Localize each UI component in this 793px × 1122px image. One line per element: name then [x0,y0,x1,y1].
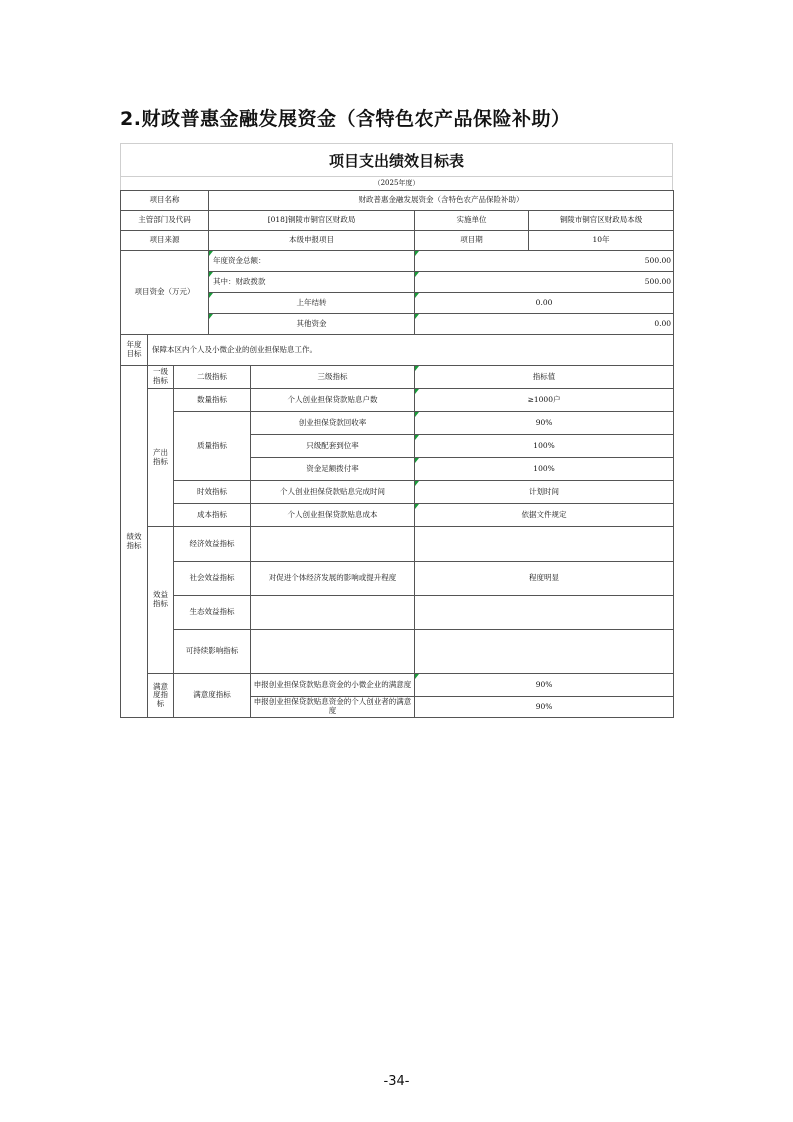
satisfaction-value-1: 90% [415,674,674,697]
funds-carryover-value: 0.00 [415,293,674,314]
benefit-indicators-label: 效益指标 [148,527,174,674]
table-title: 项目支出绩效目标表 [120,143,673,177]
eco-indicator [251,596,415,630]
unit-label: 实施单位 [415,211,529,231]
social-label: 社会效益指标 [174,562,251,596]
cost-indicator: 个人创业担保贷款贴息成本 [251,504,415,527]
table-row [121,481,674,504]
economic-indicator [251,527,415,562]
table-row [121,211,674,231]
section-title: 2.财政普惠金融发展资金（含特色农产品保险补助） [120,108,571,130]
quantity-indicator: 个人创业担保贷款贴息户数 [251,389,415,412]
table-row [121,527,674,562]
table-row [121,630,674,674]
table-row [121,191,674,211]
funds-total-label: 年度资金总额： [209,251,415,272]
quality-indicator-2: 只级配套到位率 [251,435,415,458]
sustain-value [415,630,674,674]
time-label: 时效指标 [174,481,251,504]
quantity-label: 数量指标 [174,389,251,412]
annual-goal-label: 年度目标 [121,335,148,366]
table-row [121,504,674,527]
funds-fiscal-value: 500.00 [415,272,674,293]
eco-label: 生态效益指标 [174,596,251,630]
social-indicator: 对促进个体经济发展的影响或提升程度 [251,562,415,596]
table-row [121,251,674,272]
social-value: 程度明显 [415,562,674,596]
satisfaction-indicator-2: 申报创业担保贷款贴息资金的个人创业者的满意度 [251,697,415,718]
cost-value: 依据文件规定 [415,504,674,527]
satisfaction-indicator-1: 申报创业担保贷款贴息资金的小微企业的满意度 [251,674,415,697]
cost-label: 成本指标 [174,504,251,527]
table-row [121,674,674,697]
quality-value-3: 100% [415,458,674,481]
performance-table-frame [120,143,673,714]
table-row [121,562,674,596]
header-level3: 三级指标 [251,366,415,389]
satisfaction-sub-label: 满意度指标 [174,674,251,718]
period-value: 10年 [529,231,674,251]
time-value: 计划时间 [415,481,674,504]
perf-indicators-label: 绩效指标 [121,366,148,718]
header-value: 指标值 [415,366,674,389]
satisfaction-indicators-label: 满意度指标 [148,674,174,718]
economic-label: 经济效益指标 [174,527,251,562]
quantity-value: ≥1000户 [415,389,674,412]
table-row [121,231,674,251]
time-indicator: 个人创业担保贷款贴息完成时间 [251,481,415,504]
annual-goal-value: 保障本区内个人及小微企业的创业担保贴息工作。 [148,335,674,366]
sustain-label: 可持续影响指标 [174,630,251,674]
table-row [121,335,674,366]
funds-fiscal-label: 其中：财政拨款 [209,272,415,293]
funds-other-label: 其他资金 [209,314,415,335]
project-name-label: 项目名称 [121,191,209,211]
header-level1: 一级指标 [148,366,174,389]
table-row [121,412,674,435]
table-row [121,596,674,630]
funds-other-value: 0.00 [415,314,674,335]
source-label: 项目来源 [121,231,209,251]
table-row [121,366,674,389]
economic-value [415,527,674,562]
period-label: 项目期 [415,231,529,251]
quality-indicator-3: 资金足额拨付率 [251,458,415,481]
quality-label: 质量指标 [174,412,251,481]
header-level2: 二级指标 [174,366,251,389]
quality-value-1: 90% [415,412,674,435]
source-value: 本级申报项目 [209,231,415,251]
funds-carryover-label: 上年结转 [209,293,415,314]
page-number: -34- [383,1074,410,1089]
satisfaction-value-2: 90% [415,697,674,718]
quality-value-2: 100% [415,435,674,458]
performance-table [120,190,674,718]
eco-value [415,596,674,630]
project-name-value: 财政普惠金融发展资金（含特色农产品保险补助） [209,191,674,211]
table-row [121,389,674,412]
dept-label: 主管部门及代码 [121,211,209,231]
output-indicators-label: 产出指标 [148,389,174,527]
unit-value: 铜陵市铜官区财政局本级 [529,211,674,231]
sustain-indicator [251,630,415,674]
funds-label: 项目资金（万元） [121,251,209,335]
funds-total-value: 500.00 [415,251,674,272]
dept-value: [018]铜陵市铜官区财政局 [209,211,415,231]
table-year: （2025年度） [120,177,673,190]
quality-indicator-1: 创业担保贷款回收率 [251,412,415,435]
